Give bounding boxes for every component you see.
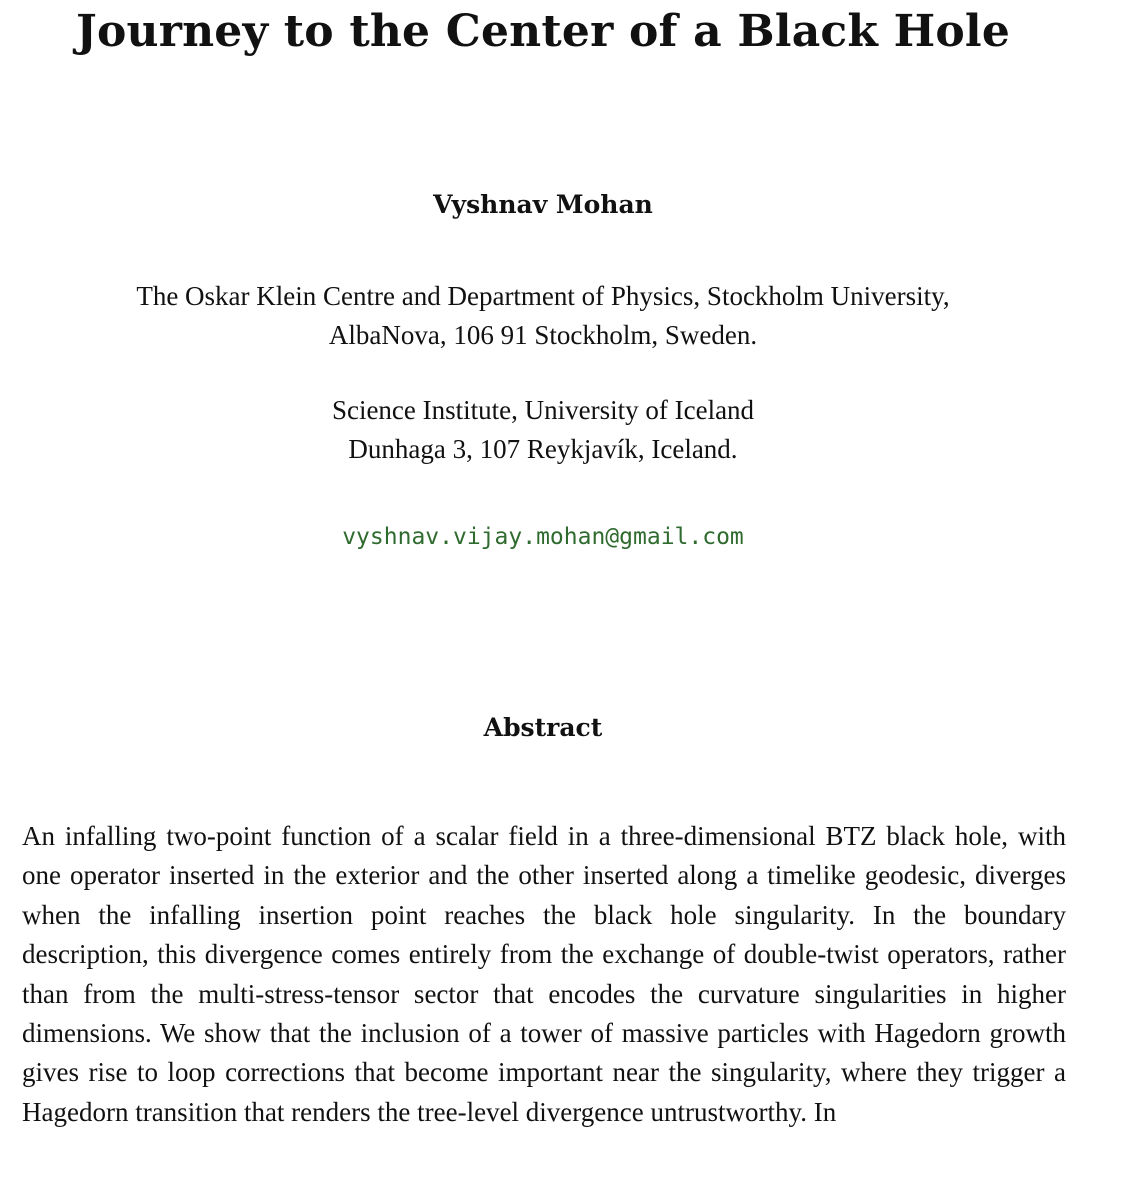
abstract-heading: Abstract [483,713,603,742]
affiliation-2-line-2: Dunhaga 3, 107 Reykjavík, Iceland. [348,434,738,464]
affiliation-2-line-1: Science Institute, University of Iceland [331,395,755,425]
affiliation-1-line-1: The Oskar Klein Centre and Department of Physics, Stockholm University, [136,281,950,311]
paper-title: Journey to the Center of a Black Hole [75,6,1011,57]
author-name: Vyshnav Mohan [433,190,653,219]
affiliation-1 [0,277,1086,355]
affiliation-2 [0,391,1086,469]
abstract-text: An infalling two-point function of a scalar field in a three-dimensional BTZ black hole, with one operator inserted in the exterior and the other inserted along a timelike geodesic, diverges when the infalling insertion point reaches the black hole singularity. In the boundary description, this divergence comes entirely from the exchange of double-twist operators, rather than from the multi-stress-tensor sector that encodes the curvature singularities in higher dimensions. We show that the inclusion of a tower of massive particles with Hagedorn growth gives rise to loop corrections that become important near the singularity, where they trigger a Hagedorn transition that renders the tree-level divergence untrustworthy. In [22,821,1066,1127]
author-email-link[interactable]: vyshnav.vijay.mohan@gmail.com [342,524,744,550]
affiliation-1-line-2: AlbaNova, 106 91 Stockholm, Sweden. [328,320,758,350]
